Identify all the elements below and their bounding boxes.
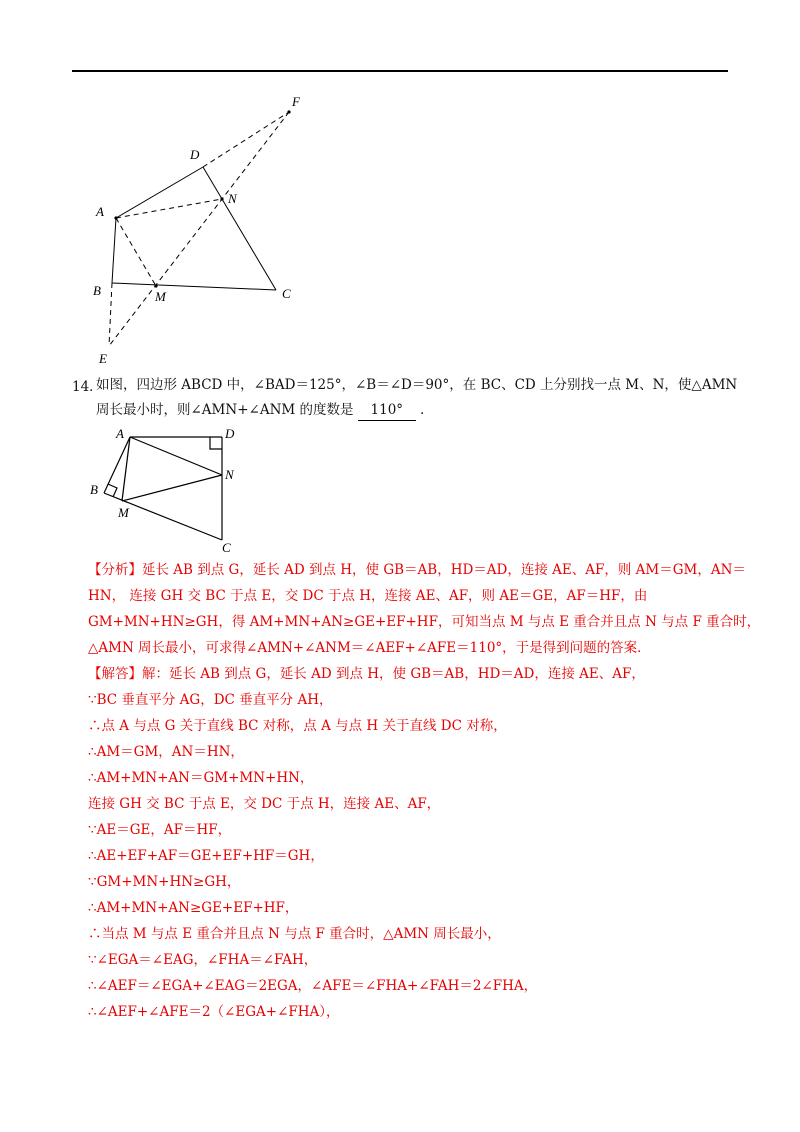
solution-line-15: ∴当点 M 与点 E 重合并且点 N 与点 F 重合时，△AMN 周长最小， (88, 926, 501, 942)
answer-blank: 110° (358, 400, 416, 421)
fig2-label-A: A (116, 426, 124, 441)
segment-DC (203, 167, 276, 290)
segment-BC (112, 283, 276, 290)
question-line-2-text: 周长最小时，则∠AMN+∠ANM 的度数是 (96, 402, 354, 418)
question-number: 14． (72, 379, 103, 395)
solution-line-12: ∴AE+EF+AF＝GE+EF+HF＝GH， (88, 848, 324, 864)
solution-line-6: ∵BC 垂直平分 AG，DC 垂直平分 AH， (88, 692, 333, 708)
fig2-label-M: M (118, 505, 129, 520)
question-line-2-end: ． (420, 402, 434, 418)
segment-AB (112, 218, 116, 283)
fig1-label-F: F (292, 94, 300, 109)
solution-line-3: GM+MN+HN≥GH，得 AM+MN+AN≥GE+EF+HF，可知当点 M 与点 E 重合并且点 N 与点 F 重合时， (88, 614, 761, 630)
fig1-label-E: E (99, 351, 107, 366)
fig1-label-A: A (96, 204, 104, 219)
dashed-DF (203, 112, 289, 167)
fig2-label-C: C (222, 540, 231, 555)
solution-line-18: ∴∠AEF+∠AFE＝2（∠EGA+∠FHA）， (88, 1004, 340, 1020)
fig1-label-D: D (190, 147, 200, 162)
dashed-AM (116, 218, 156, 286)
solution-line-13: ∵GM+MN+HN≥GH， (88, 874, 241, 890)
figure-2-diagram (0, 420, 800, 560)
question-line-2 (96, 400, 434, 421)
solution-line-4: △AMN 周长最小，可求得∠AMN+∠ANM＝∠AEF+∠AFE＝110°，于是得到问题的答案． (88, 640, 651, 656)
dashed-BE (109, 283, 112, 346)
figure-1-diagram (0, 0, 800, 380)
fig2-label-B: B (90, 482, 98, 497)
fig1-label-B: B (93, 283, 101, 298)
segment-MN (122, 475, 222, 501)
solution-line-2: HN， 连接 GH 交 BC 于点 E，交 DC 于点 H，连接 AE、AF，则 AE＝GE，AF＝HF，由 (88, 588, 648, 604)
solution-line-16: ∵∠EGA＝∠EAG，∠FHA＝∠FAH， (88, 952, 318, 968)
fig1-label-N: N (228, 191, 237, 206)
fig1-label-C: C (282, 286, 291, 301)
question-line-1: 如图，四边形 ABCD 中，∠BAD＝125°，∠B＝∠D＝90°，在 BC、CD 上分别找一点 M、N，使△AMN (96, 377, 738, 393)
solution-line-1: 【分析】延长 AB 到点 G，延长 AD 到点 H，使 GB＝AB，HD＝AD，连接 AE、AF，则 AM＝GM，AN＝ (88, 562, 746, 578)
solution-line-8: ∴AM＝GM，AN＝HN， (88, 744, 244, 760)
segment-AD (116, 167, 203, 218)
right-angle-D (210, 437, 222, 449)
solution-line-7: ∴点 A 与点 G 关于直线 BC 对称，点 A 与点 H 关于直线 DC 对称， (88, 718, 507, 734)
solution-line-10: 连接 GH 交 BC 于点 E，交 DC 于点 H，连接 AE、AF， (88, 796, 441, 812)
solution-line-17: ∴∠AEF＝∠EGA+∠EAG＝2EGA，∠AFE＝∠FHA+∠FAH＝2∠FHA， (88, 978, 538, 994)
solution-line-5: 【解答】解：延长 AB 到点 G，延长 AD 到点 H，使 GB＝AB，HD＝AD，连接 AE、AF， (88, 666, 645, 682)
fig2-label-N: N (225, 467, 234, 482)
solution-line-9: ∴AM+MN+AN＝GM+MN+HN， (88, 770, 314, 786)
segment-AN (130, 437, 222, 475)
fig1-label-M: M (155, 289, 166, 304)
solution-line-11: ∵AE＝GE，AF＝HF， (88, 822, 232, 838)
solution-line-14: ∴AM+MN+AN≥GE+EF+HF， (88, 900, 299, 916)
fig2-label-D: D (225, 426, 235, 441)
